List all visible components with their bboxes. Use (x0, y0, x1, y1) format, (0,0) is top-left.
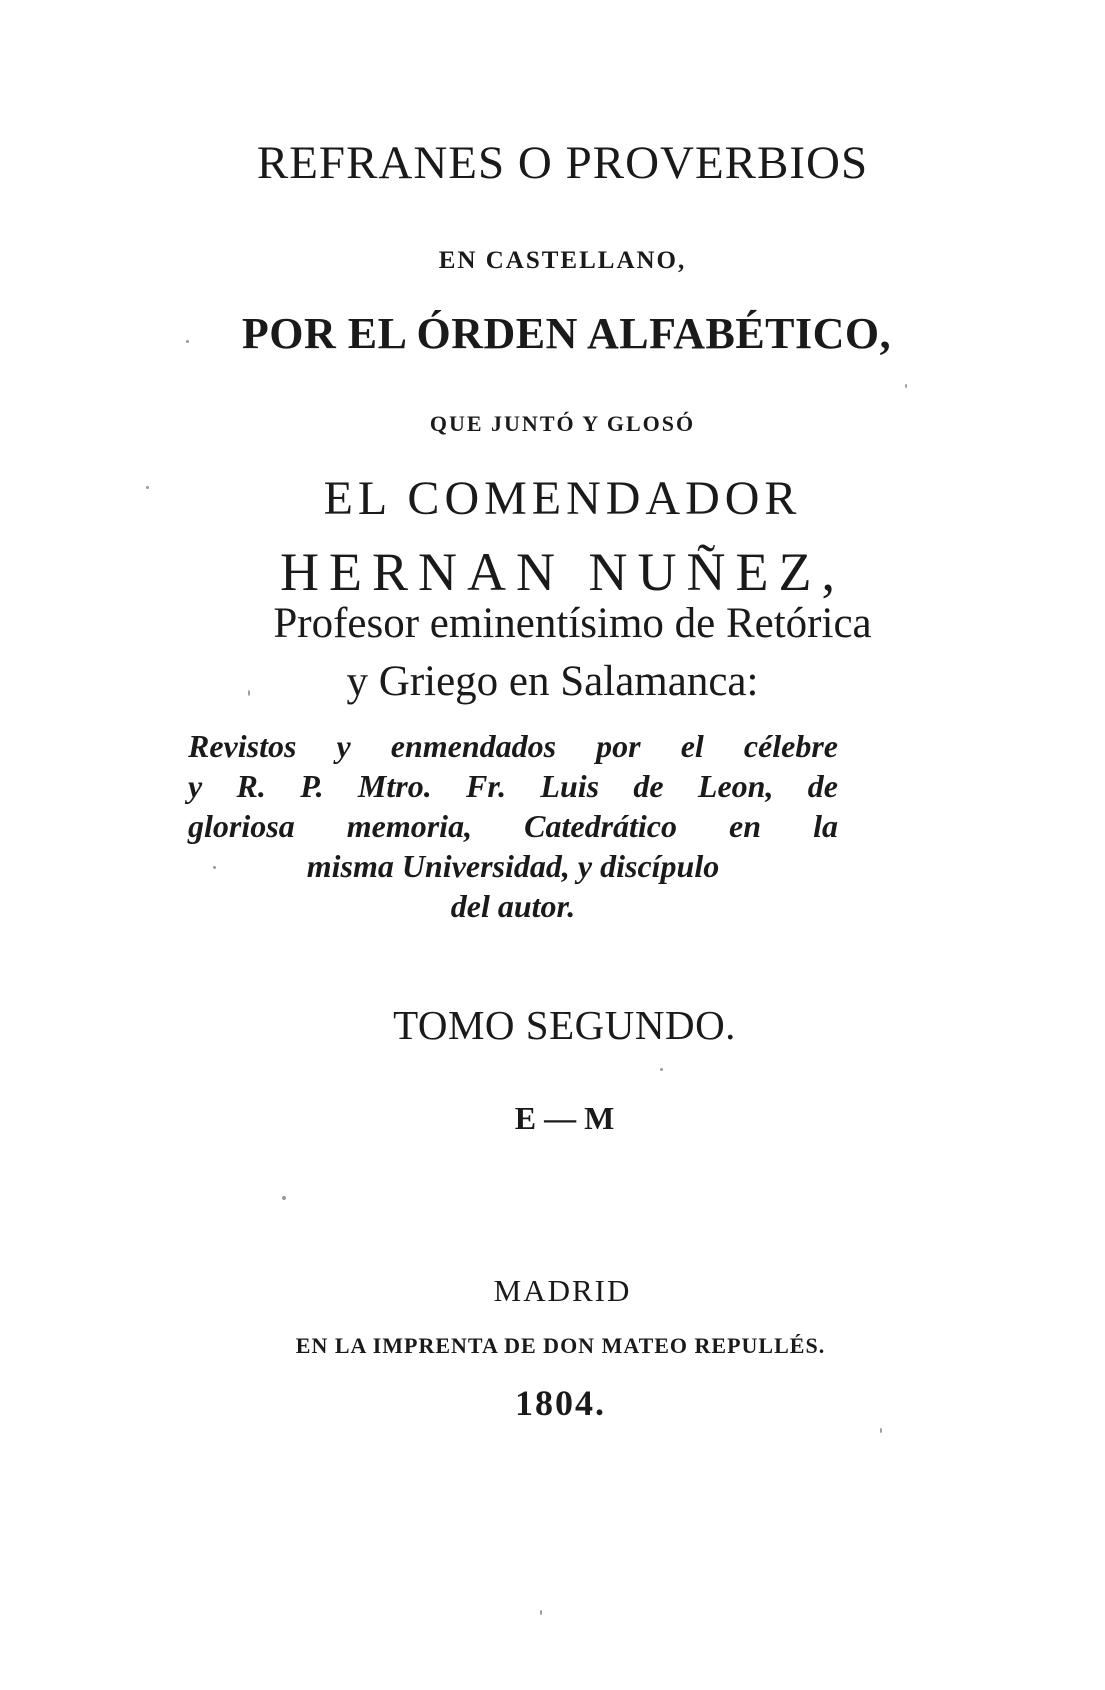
compiled-by-line: QUE JUNTÓ Y GLOSÓ (429, 411, 696, 436)
paper-speck (282, 1196, 286, 1200)
author-name: HERNAN NUÑEZ, (280, 542, 845, 602)
paper-speck (248, 690, 250, 696)
language-line: EN CASTELLANO, (438, 247, 687, 274)
paper-speck (905, 384, 907, 388)
revision-note-line-2: y R. P. Mtro. Fr. Luis de Leon, de (188, 768, 838, 804)
paper-speck (880, 1428, 882, 1433)
imprint-printer: EN LA IMPRENTA DE DON MATEO REPULLÉS. (295, 1333, 826, 1358)
imprint-year: 1804. (515, 1383, 606, 1423)
volume-range: E — M (514, 1100, 615, 1136)
revision-note-line-5: del autor. (450, 888, 576, 924)
paper-speck (213, 866, 216, 869)
revision-note-line-1: Revistos y enmendados por el célebre (188, 728, 838, 764)
author-description-line-2: y Griego en Salamanca: (346, 658, 759, 705)
paper-speck (660, 1068, 663, 1071)
volume-label: TOMO SEGUNDO. (393, 1002, 736, 1048)
revision-note (188, 726, 838, 926)
revision-note-line-3: gloriosa memoria, Catedrático en la (188, 808, 838, 844)
author-rank: EL COMENDADOR (323, 472, 802, 525)
imprint-city: MADRID (493, 1273, 632, 1308)
paper-speck (146, 486, 149, 489)
revision-note-line-4: misma Universidad, y discípulo (306, 848, 720, 884)
book-title: REFRANES O PROVERBIOS (256, 137, 869, 189)
order-line: POR EL ÓRDEN ALFABÉTICO, (241, 309, 892, 358)
paper-speck (540, 1610, 542, 1615)
author-description-line-1: Profesor eminentísimo de Retórica (273, 600, 872, 647)
paper-speck (186, 340, 189, 343)
